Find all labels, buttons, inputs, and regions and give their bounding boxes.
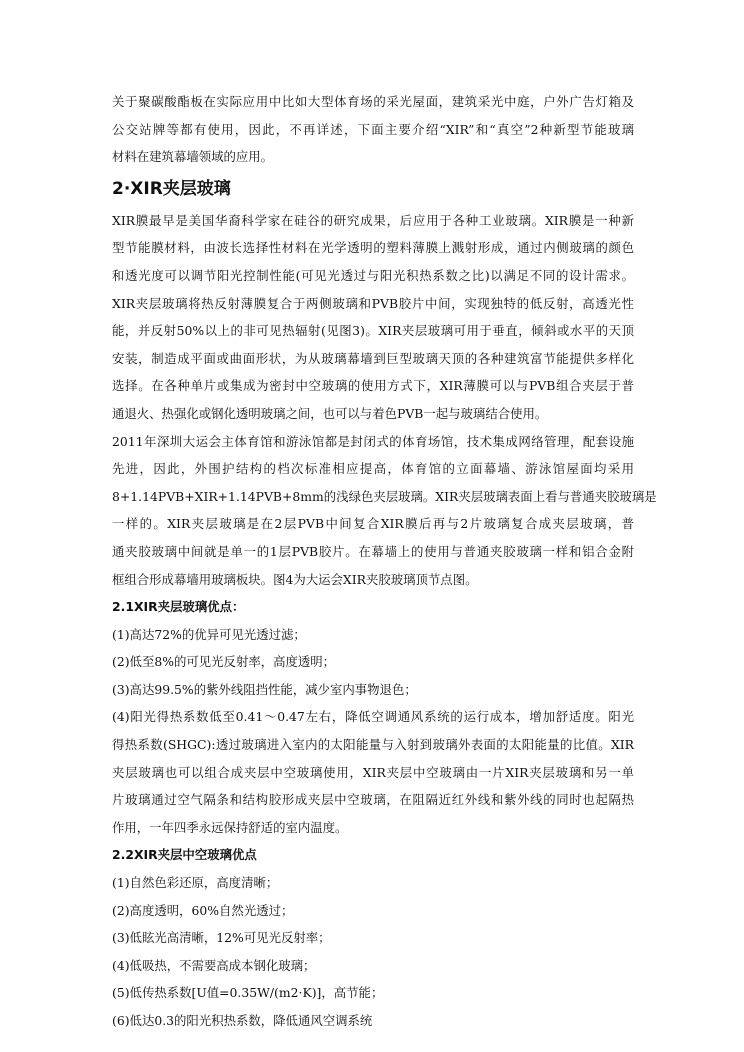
text-line: 夹层玻璃也可以组合成夹层中空玻璃使用，XIR夹层中空玻璃由一片XIR夹层玻璃和另一单 xyxy=(112,764,634,780)
text-line: 选择。在各种单片或集成为密封中空玻璃的使用方式下，XIR薄膜可以与PVB组合夹层于普 xyxy=(112,378,634,394)
list-item: (5)低传热系数[U值=0.35W/(m2·K)]，高节能； xyxy=(112,985,384,1001)
document-body xyxy=(112,88,657,1035)
text-line: (4)阳光得热系数低至0.41～0.47左右，降低空调通风系统的运行成本，增加舒适度。阳光 xyxy=(112,709,634,725)
text-line: 8+1.14PVB+XIR+1.14PVB+8mm的浅绿色夹层玻璃。XIR夹层玻璃表面上看与普通夹胶玻璃是 xyxy=(112,488,657,504)
list-item: (1)高达72%的优异可见光透过滤； xyxy=(112,626,306,642)
list-item: (4)低吸热，不需要高成本钢化玻璃； xyxy=(112,957,316,973)
list-item-paragraph xyxy=(112,703,634,841)
text-line: 一样的。XIR夹层玻璃是在2层PVB中间复合XIR膜后再与2片玻璃复合成夹层玻璃，普 xyxy=(112,516,634,532)
text-line: 材料在建筑幕墙领域的应用。 xyxy=(112,149,274,165)
section-heading: 2·XIR夹层玻璃 xyxy=(112,178,231,199)
text-line: 通退火、热强化或钢化透明玻璃之间，也可以与着色PVB一起与玻璃结合使用。 xyxy=(112,405,548,421)
text-line: 和透光度可以调节阳光控制性能(可见光透过与阳光积热系数之比)以满足不同的设计需求。 xyxy=(112,267,634,283)
xir-intro-paragraph xyxy=(112,207,634,428)
text-line: XIR膜最早是美国华裔科学家在硅谷的研究成果，后应用于各种工业玻璃。XIR膜是一种新 xyxy=(112,212,634,228)
text-line: 2011年深圳大运会主体育馆和游泳馆都是封闭式的体育场馆，技术集成网络管理，配套设施 xyxy=(112,433,634,449)
text-line: 片玻璃通过空气隔条和结构胶形成夹层中空玻璃，在阻隔近红外线和紫外线的同时也起隔热 xyxy=(112,792,634,808)
text-line: 作用，一年四季永远保持舒适的室内温度。 xyxy=(112,819,348,835)
intro-paragraph xyxy=(112,88,634,171)
list-item: (3)低眩光高清晰，12%可见光反射率； xyxy=(112,930,331,946)
list-item: (3)高达99.5%的紫外线阻挡性能，减少室内事物退色； xyxy=(112,681,417,697)
list-item: (6)低达0.3的阳光积热系数，降低通风空调系统 xyxy=(112,1013,373,1028)
subsection-heading: 2.1XIR夹层玻璃优点： xyxy=(112,599,245,615)
text-line: 关于聚碳酸酯板在实际应用中比如大型体育场的采光屋面，建筑采光中庭，户外广告灯箱及 xyxy=(112,94,634,109)
list-item: (2)高度透明，60%自然光透过； xyxy=(112,902,294,918)
text-line: 安装，制造成平面或曲面形状，为从玻璃幕墙到巨型玻璃天顶的各种建筑富节能提供多样化 xyxy=(112,350,634,366)
text-line: 先进，因此，外围护结构的档次标准相应提高，体育馆的立面幕墙、游泳馆屋面均采用 xyxy=(112,461,634,477)
text-line: 通夹胶玻璃中间就是单一的1层PVB胶片。在幕墙上的使用与普通夹胶玻璃一样和铝合金附 xyxy=(112,543,634,559)
shenzhen-case-paragraph xyxy=(112,428,657,594)
text-line: XIR夹层玻璃将热反射薄膜复合于两侧玻璃和PVB胶片中间，实现独特的低反射，高透光性 xyxy=(112,295,634,311)
text-line: 能，并反射50%以上的非可见热辐射(见图3)。XIR夹层玻璃可用于垂直，倾斜或水平的天顶 xyxy=(112,323,634,339)
text-line: 公交站牌等都有使用，因此，不再详述，下面主要介绍“XIR”和“真空”2种新型节能玻璃 xyxy=(112,121,634,137)
subsection-heading: 2.2XIR夹层中空玻璃优点 xyxy=(112,847,257,863)
list-item: (2)低至8%的可见光反射率，高度透明； xyxy=(112,654,336,670)
list-item: (1)自然色彩还原，高度清晰； xyxy=(112,875,279,891)
text-line: 型节能膜材料，由波长选择性材料在光学透明的塑料薄膜上溅射形成，通过内侧玻璃的颜色 xyxy=(112,240,634,256)
text-line: 框组合形成幕墙用玻璃板块。图4为大运会XIR夹胶玻璃顶节点图。 xyxy=(112,571,478,587)
text-line: 得热系数(SHGC):透过玻璃进入室内的太阳能量与入射到玻璃外表面的太阳能量的比值。XIR xyxy=(112,737,634,753)
